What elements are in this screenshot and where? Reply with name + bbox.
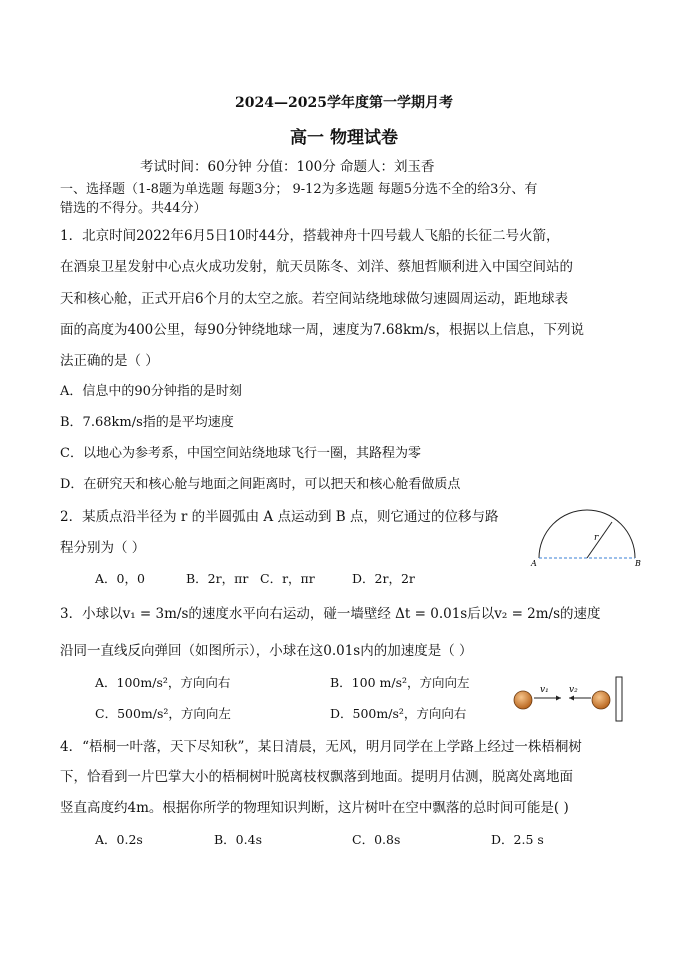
- exam-meta-info: 考试时间：60分钟 分值：100分 命题人：刘玉香: [140, 159, 435, 175]
- v1-arrow-head: [556, 696, 561, 701]
- q2-option-c: C．r，πr: [260, 571, 315, 586]
- ball-incoming: [514, 691, 532, 709]
- exam-year-title: 2024—2025学年度第一学期月考: [235, 95, 453, 111]
- v2-label: v₂: [569, 685, 578, 695]
- q1-option-d: D．在研究天和核心舱与地面之间距离时，可以把天和核心舱看做质点: [60, 477, 461, 492]
- radius-label: r: [594, 533, 599, 543]
- q1-option-a: A．信息中的90分钟指的是时刻: [60, 384, 242, 399]
- q1-stem-line4: 面的高度为400公里，每90分钟绕地球一周，速度为7.68km/s，根据以上信息，下列说: [60, 322, 584, 338]
- q2-option-d: D．2r，2r: [352, 571, 415, 586]
- q1-stem-line1: 1．北京时间2022年6月5日10时44分，搭载神舟十四号载人飞船的长征二号火箭，: [60, 228, 560, 244]
- q3-stem-line2: 沿同一直线反向弹回（如图所示），小球在这0.01s内的加速度是（ ）: [60, 643, 473, 659]
- q3-stem-line1: 3．小球以v₁ = 3m/s的速度水平向右运动，碰一墙壁经 Δt = 0.01s后以v₂ = 2m/s的速度: [60, 606, 601, 622]
- q4-stem-line2: 下，恰看到一片巴掌大小的梧桐树叶脱离枝杈飘落到地面。提明月估测，脱离处离地面: [60, 769, 573, 785]
- point-a-label: A: [531, 559, 537, 568]
- v1-label: v₁: [540, 685, 549, 695]
- q4-stem-line1: 4．“梧桐一叶落，天下尽知秋”，某日清晨，无风，明月同学在上学路上经过一株梧桐树: [60, 739, 582, 755]
- point-b-label: B: [635, 559, 641, 568]
- q4-stem-line3: 竖直高度约4m。根据你所学的物理知识判断，这片树叶在空中飘落的总时间可能是( ): [60, 800, 569, 816]
- q3-option-c: C．500m/s²，方向向左: [95, 706, 231, 721]
- q4-option-d: D．2.5 s: [491, 832, 544, 847]
- q2-stem-line2: 程分别为（ ）: [60, 540, 146, 556]
- section-heading-line1: 一、选择题（1-8题为单选题 每题3分； 9-12为多选题 每题5分选不全的给3分、有: [60, 182, 538, 197]
- q2-semicircle-figure: [528, 508, 648, 570]
- q3-option-d: D．500m/s²，方向向右: [330, 706, 467, 721]
- q4-option-b: B．0.4s: [214, 832, 262, 847]
- q1-stem-line3: 天和核心舱，正式开启6个月的太空之旅。若空间站绕地球做匀速圆周运动，距地球表: [60, 291, 569, 307]
- q3-option-b: B．100 m/s²，方向向左: [330, 675, 470, 690]
- q3-ball-wall-figure: [505, 674, 635, 724]
- q4-option-a: A．0.2s: [95, 832, 143, 847]
- radius-line: [587, 522, 612, 558]
- q3-option-a: A．100m/s²，方向向右: [95, 675, 231, 690]
- q4-option-c: C．0.8s: [352, 832, 401, 847]
- q1-stem-line5: 法正确的是（ ）: [60, 353, 159, 369]
- q1-option-b: B．7.68km/s指的是平均速度: [60, 415, 234, 430]
- exam-subject-title: 高一 物理试卷: [290, 128, 398, 148]
- q2-stem-line1: 2．某质点沿半径为 r 的半圆弧由 A 点运动到 B 点，则它通过的位移与路: [60, 509, 499, 525]
- ball-rebound: [592, 691, 610, 709]
- q2-option-b: B．2r，πr: [186, 571, 249, 586]
- q1-stem-line2: 在酒泉卫星发射中心点火成功发射，航天员陈冬、刘洋、蔡旭哲顺利进入中国空间站的: [60, 259, 573, 275]
- q2-option-a: A．0，0: [95, 571, 145, 586]
- q1-option-c: C．以地心为参考系，中国空间站绕地球飞行一圈，其路程为零: [60, 446, 421, 461]
- wall: [616, 677, 622, 721]
- v2-arrow-head: [569, 696, 574, 701]
- section-heading-line2: 错选的不得分。共44分）: [60, 201, 207, 216]
- semicircle-arc: [539, 510, 635, 558]
